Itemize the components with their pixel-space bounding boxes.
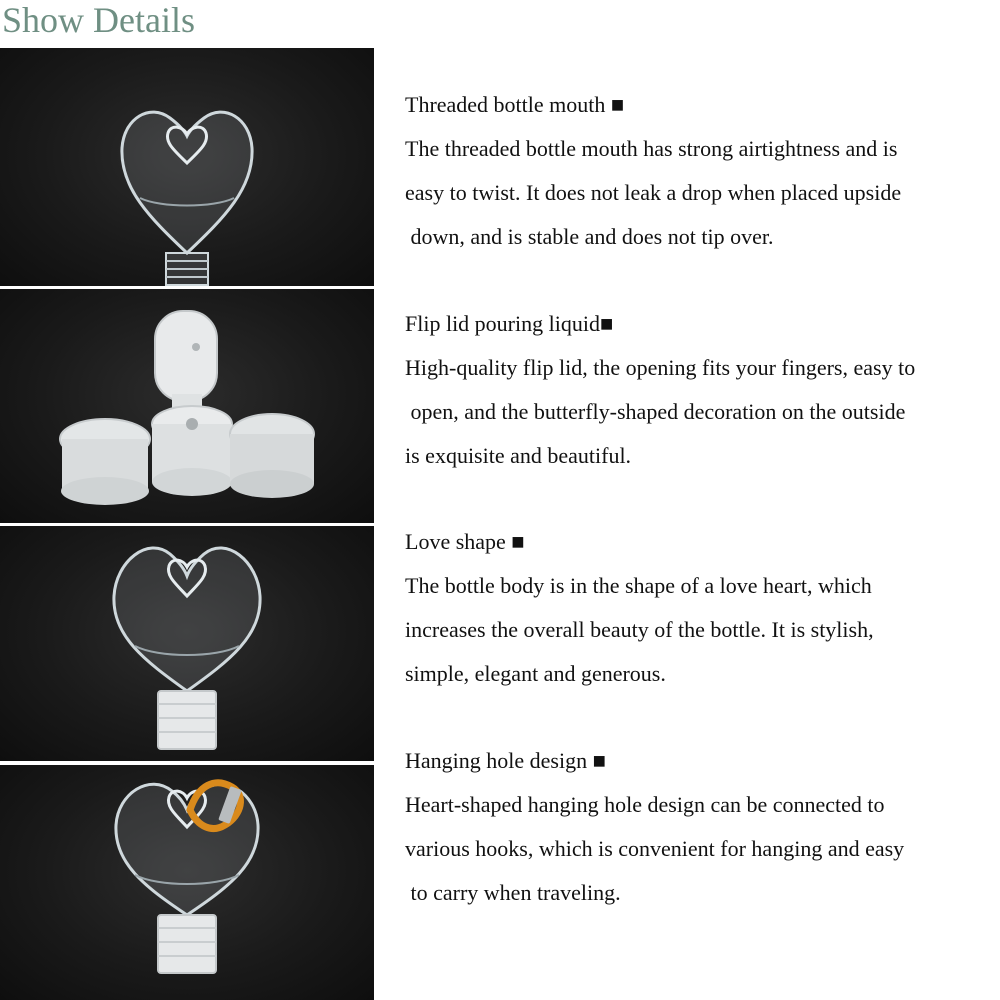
photo-love-shape <box>0 526 374 761</box>
section-hanging-hole <box>405 739 995 915</box>
heart-bottle-cap-image <box>0 526 374 761</box>
section-love-shape <box>405 520 995 696</box>
section-text-line: various hooks, which is convenient for hanging and easy <box>405 836 905 861</box>
section-heading: Flip lid pouring liquid■ <box>405 311 614 336</box>
section-heading: Threaded bottle mouth ■ <box>405 92 625 117</box>
photo-flip-lids <box>0 289 374 523</box>
section-text-line: High-quality flip lid, the opening fits your fingers, easy to <box>405 355 916 380</box>
section-text-line: open, and the butterfly-shaped decoration on the outside <box>405 399 906 424</box>
section-text-line: The threaded bottle mouth has strong airtightness and is <box>405 136 898 161</box>
section-text-line: Heart-shaped hanging hole design can be connected to <box>405 792 885 817</box>
section-heading: Hanging hole design ■ <box>405 748 606 773</box>
section-text-line: is exquisite and beautiful. <box>405 443 632 468</box>
heart-bottle-carabiner-image <box>0 765 374 1000</box>
photo-hanging-hole <box>0 765 374 1000</box>
section-text-line: to carry when traveling. <box>405 880 621 905</box>
section-text-line: The bottle body is in the shape of a love heart, which <box>405 573 872 598</box>
heart-bottle-image <box>0 48 374 286</box>
flip-lid-caps-image <box>0 289 374 523</box>
section-text-line: down, and is stable and does not tip over. <box>405 224 774 249</box>
section-text-line: easy to twist. It does not leak a drop when placed upside <box>405 180 902 205</box>
section-flip-lid <box>405 302 995 478</box>
section-threaded-mouth <box>405 83 995 259</box>
page-title: Show Details <box>2 0 195 40</box>
section-heading: Love shape ■ <box>405 529 525 554</box>
section-text-line: increases the overall beauty of the bottle. It is stylish, <box>405 617 874 642</box>
photo-threaded-bottle <box>0 48 374 286</box>
section-text-line: simple, elegant and generous. <box>405 661 666 686</box>
